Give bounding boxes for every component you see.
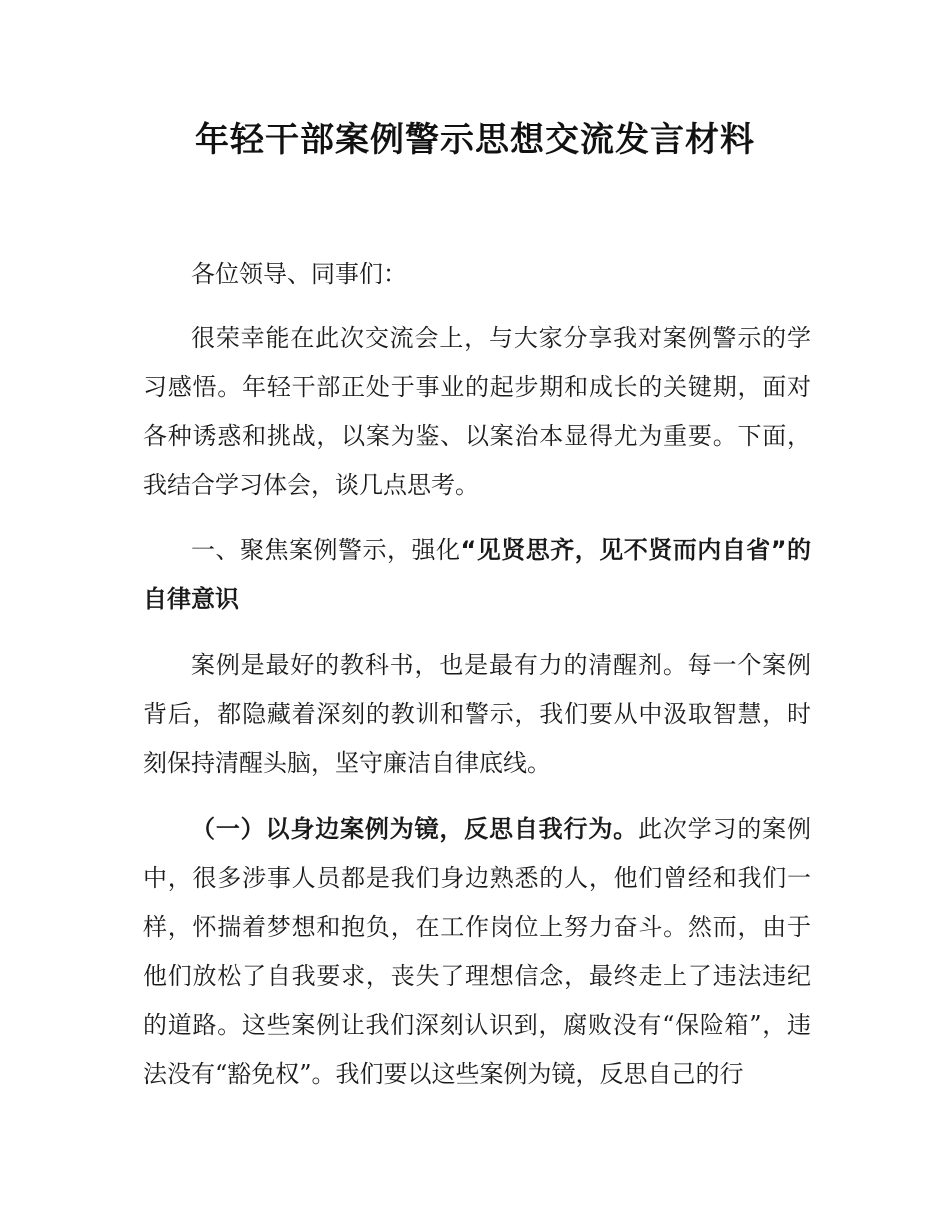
salutation: 各位领导、同事们： xyxy=(191,260,407,288)
section-heading xyxy=(143,526,811,624)
subsection-paragraph xyxy=(143,805,811,1099)
document-title: 年轻干部案例警示思想交流发言材料 xyxy=(195,120,755,160)
section-heading-emphasis: “见贤思齐，见不贤而内自省”的自律意识 xyxy=(143,536,812,613)
intro-paragraph: 很荣幸能在此次交流会上，与大家分享我对案例警示的学习感悟。年轻干部正处于事业的起步期和成长的关键期，面对各种诱惑和挑战，以案为鉴、以案治本显得尤为重要。下面，我结合学习体会，谈几点思考。 xyxy=(143,324,811,499)
subsection-body: 此次学习的案例中，很多涉事人员都是我们身边熟悉的人，他们曾经和我们一样，怀揣着梦想和抱负，在工作岗位上努力奋斗。然而，由于他们放松了自我要求，丧失了理想信念，最终走上了违法违纪的道路。这些案例让我们深刻认识到，腐败没有“保险箱”，违法没有“豁免权”。我们要以这些案例为镜，反思自己的行 xyxy=(143,815,811,1088)
subsection-heading: （一）以身边案例为镜，反思自我行为。 xyxy=(191,815,638,843)
section-paragraph: 案例是最好的教科书，也是最有力的清醒剂。每一个案例背后，都隐藏着深刻的教训和警示，我们要从中汲取智慧，时刻保持清醒头脑，坚守廉洁自律底线。 xyxy=(143,651,811,777)
section-heading-lead: 一、聚焦案例警示，强化 xyxy=(191,536,461,564)
